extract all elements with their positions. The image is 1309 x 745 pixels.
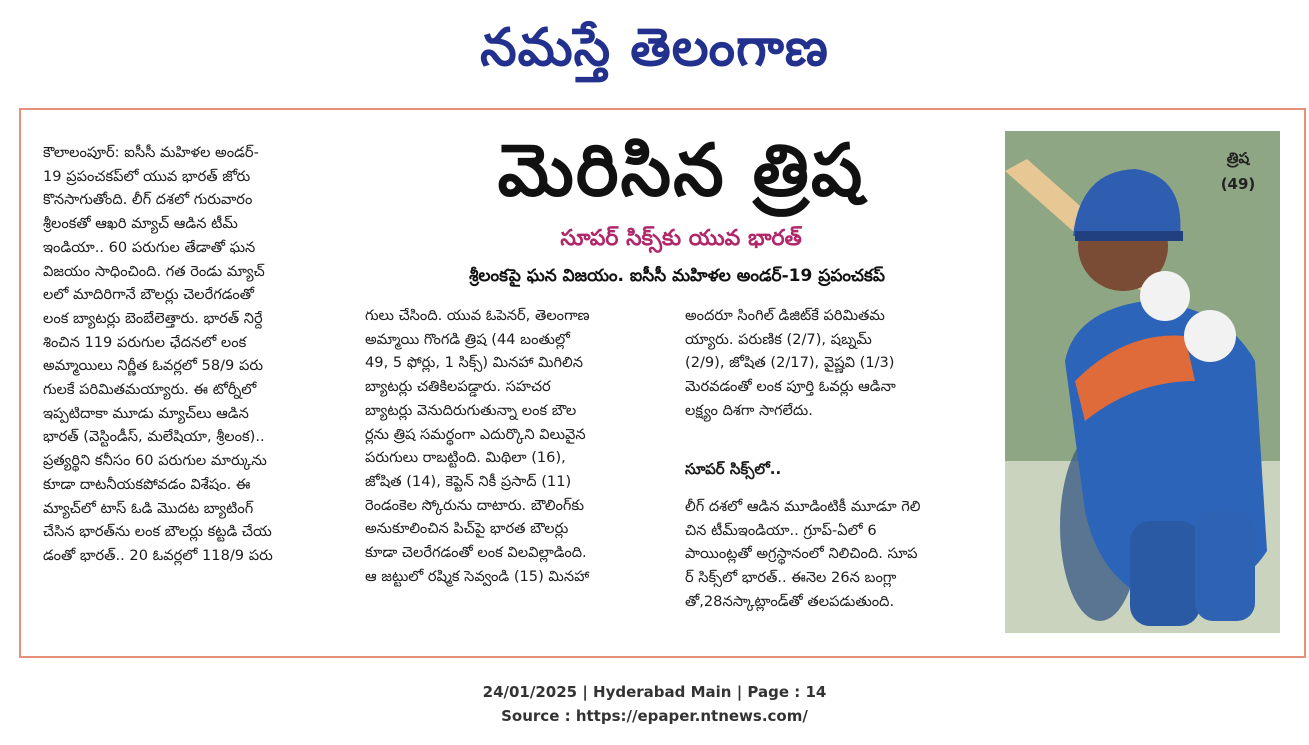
article-column-3-continued: లీగ్ దశలో ఆడిన మూడింటికీ మూడూ గెలి చిన టీమ్‌ఇండియా.. గ్రూప్-ఏలో 6 పాయింట్లతో అగ్రస్థానంలో నిలిచింది. సూప ర్ సిక్స్‌లో భారత్.. ఈనెల 26న బంగ్లా తో,28నస్కాట్లాండ్‌తో తలపడుతుంది. [685,498,921,610]
photo-caption-name: త్రిష [1226,149,1250,167]
cricketer-illustration [1005,131,1280,633]
article-column-2: గులు చేసింది. యువ ఓపెనర్, తెలంగాణ అమ్మాయి గొంగడి త్రిష (44 బంతుల్లో 49, 5 ఫోర్లు, 1 సిక్స్) మినహా మిగిలిన బ్యాటర్లు చతికిలపడ్డారు. సహచర బ్యాటర్లు వెనుదిరుగుతున్నా లంక బౌల ర్లను త్రిష సమర్థంగా ఎదుర్కొని విలువైన పరుగులు రాబట్టింది. మిథిలా (16), జోషిత (14), కెప్టెన్ నికీ ప్రసాద్ (11) రెండంకెల స్కోరును దాటారు. బౌలింగ్‌కు అనుకూలించిన పిచ్‌పై భారత బౌలర్లు కూడా చెలరేగడంతో లంక విలవిల్లాడింది. ఆ జట్టులో రష్మిక సెవ్వండి (15) మినహా [365,307,590,585]
player-photo [1005,131,1280,633]
masthead [0,4,1309,92]
photo-caption [1208,145,1268,197]
footer-source-link[interactable]: Source : https://epaper.ntnews.com/ [501,707,808,725]
article-kicker: సూపర్ సిక్స్‌కు యువ భారత్ [560,226,802,251]
photo-caption-score: (49) [1220,175,1256,193]
article-headline: మెరిసిన త్రిష [497,128,865,212]
article-deck: శ్రీలంకపై ఘన విజయం. ఐసీసీ మహిళల అండర్-19 ప్రపంచకప్ [469,266,885,286]
article-subhead: సూపర్ సిక్స్‌లో.. [685,460,782,478]
newspaper-title: నమస్తే తెలంగాణ [480,17,829,78]
article-column-3: అందరూ సింగిల్ డిజిట్‌కే పరిమితమ య్యారు. పరుణిక (2/7), షబ్నమ్ (2/9), జోషిత (2/17), వైష్ణవి (1/3) మెరవడంతో లంక పూర్తి ఓవర్లు ఆడినా లక్ష్యం దిశగా సాగలేదు. [685,307,896,419]
article-column-1: కౌలాలంపూర్: ఐసీసీ మహిళల అండర్- 19 ప్రపంచకప్‌లో యువ భారత్ జోరు కొనసాగుతోంది. లీగ్ దశలో గురువారం శ్రీలంకతో ఆఖరి మ్యాచ్ ఆడిన టీమ్ ఇండియా.. 60 పరుగుల తేడాతో ఘన విజయం సాధించింది. గత రెండు మ్యాచ్ లలో మాదిరిగానే బౌలర్లు చెలరేగడంతో లంక బ్యాటర్లు బెంబేలెత్తారు. భారత్ నిర్దే శించిన 119 పరుగుల ఛేదనలో లంక అమ్మాయిలు నిర్ణీత ఓవర్లలో 58/9 పరు గులకే పరిమితమయ్యారు. ఈ టోర్నీలో ఇప్పటిదాకా మూడు మ్యాచ్‌లు ఆడిన భారత్ (వెస్టిండీస్, మలేషియా, శ్రీలంక).. ప్రత్యర్థిని కనీసం 60 పరుగుల మార్కును కూడా దాటనీయకపోవడం విశేషం. ఈ మ్యాచ్‌లో టాస్ ఓడి మొదట బ్యాటింగ్ చేసిన భారత్‌ను లంక బౌలర్లు కట్టడి చేయ డంతో భారత్.. 20 ఓవర్లలో 118/9 పరు [43,144,273,564]
footer-edition-info: 24/01/2025 | Hyderabad Main | Page : 14 [482,683,827,701]
